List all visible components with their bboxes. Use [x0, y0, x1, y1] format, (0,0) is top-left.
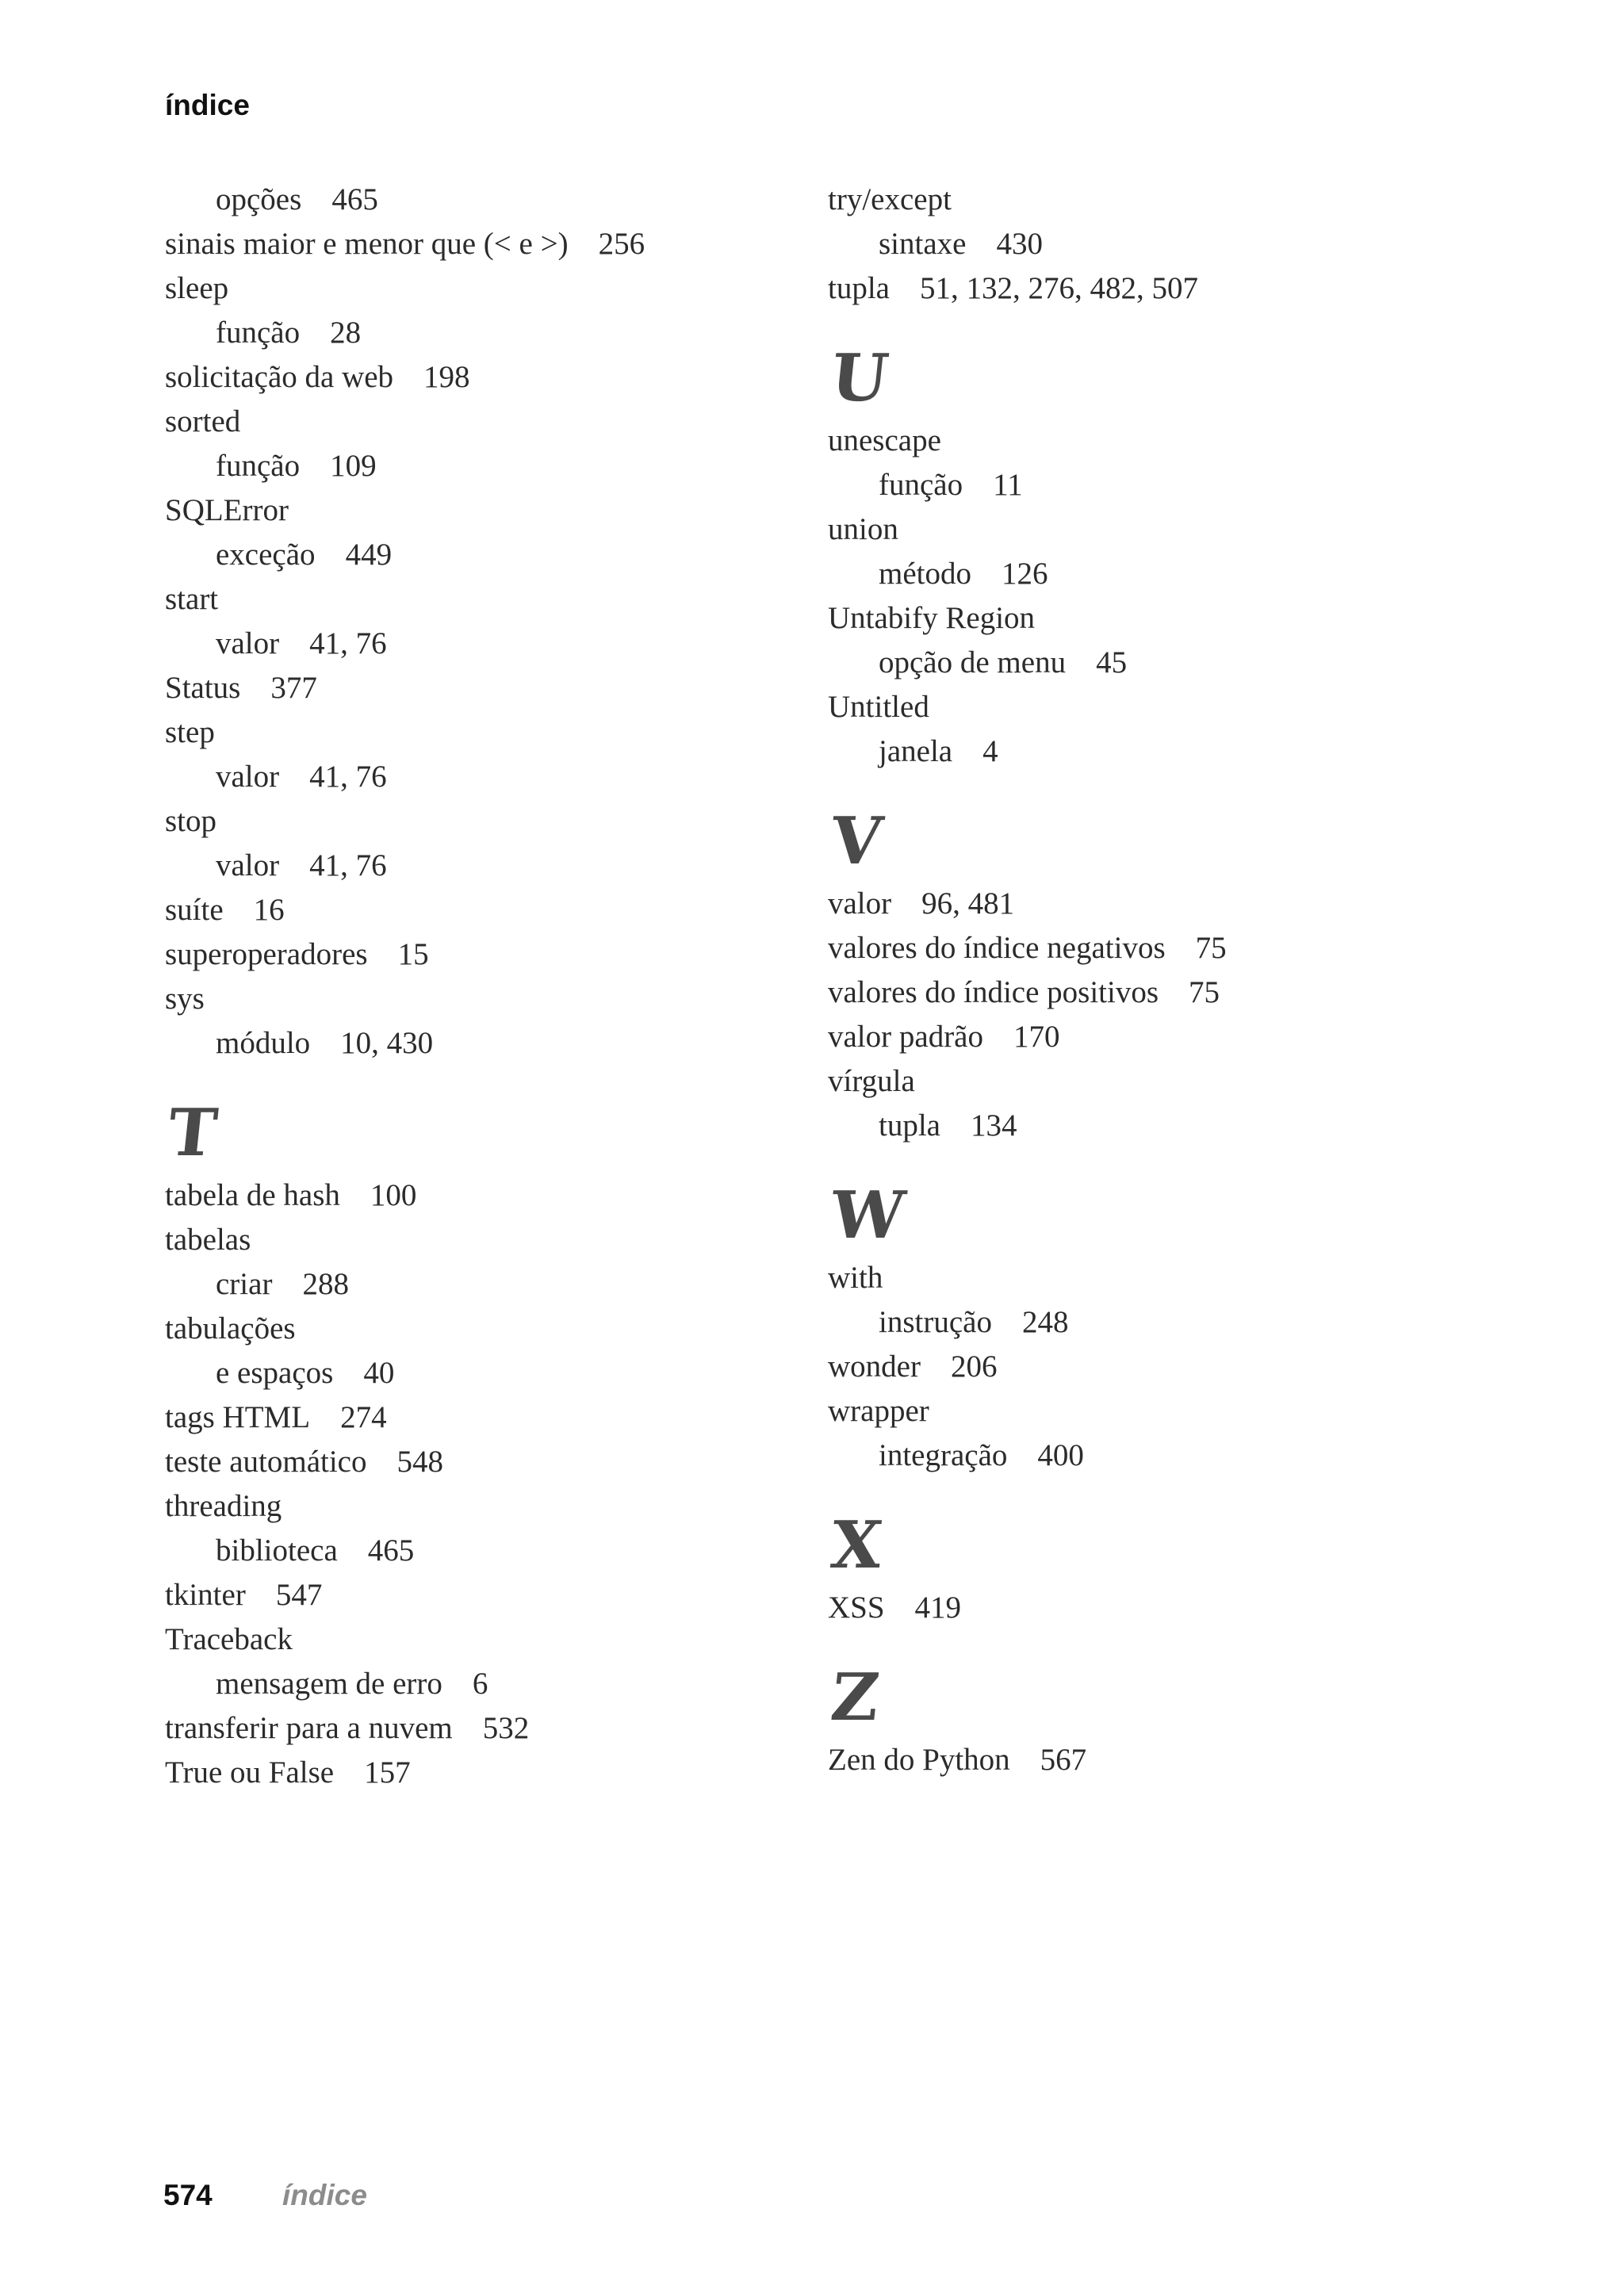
index-subentry	[165, 311, 799, 355]
index-term: tabelas	[165, 1223, 251, 1257]
index-entry	[165, 1573, 799, 1617]
index-term: valor	[216, 626, 280, 660]
index-term: vírgula	[828, 1064, 915, 1098]
index-page-refs: 45	[1096, 645, 1128, 679]
index-term: sys	[165, 982, 205, 1016]
index-entry	[165, 932, 799, 977]
index-term: Zen do Python	[828, 1743, 1010, 1777]
index-page-refs: 547	[275, 1578, 323, 1612]
index-term: with	[828, 1261, 883, 1295]
index-page-refs: 377	[270, 671, 317, 705]
index-entry	[165, 888, 799, 932]
index-term: transferir para a nuvem	[165, 1711, 453, 1745]
index-term: Traceback	[165, 1622, 293, 1656]
index-entry	[165, 355, 799, 400]
index-term: integração	[879, 1438, 1008, 1472]
index-subentry	[828, 1104, 1462, 1148]
index-term: exceção	[216, 538, 316, 572]
index-term: tkinter	[165, 1578, 246, 1612]
index-term: stop	[165, 804, 217, 838]
index-entry	[165, 1751, 799, 1795]
index-entry	[165, 266, 799, 311]
index-term: tabela de hash	[165, 1178, 340, 1212]
index-page-refs: 41, 76	[309, 760, 387, 794]
index-term: Status	[165, 671, 241, 705]
index-term: teste automático	[165, 1445, 367, 1479]
index-entry	[165, 400, 799, 444]
index-subentry	[165, 1351, 799, 1395]
index-term: step	[165, 715, 215, 749]
index-page-refs: 4	[982, 734, 998, 768]
index-section-letter: W	[827, 1177, 909, 1254]
index-entry	[828, 1015, 1462, 1059]
index-subentry	[165, 1529, 799, 1573]
index-page-refs: 96, 481	[921, 886, 1015, 921]
index-term: SQLError	[165, 493, 289, 527]
index-page-refs: 126	[1001, 557, 1048, 591]
index-page-refs: 15	[397, 937, 429, 971]
index-subentry	[165, 444, 799, 488]
index-term: valor padrão	[828, 1020, 983, 1054]
index-entry	[165, 799, 799, 844]
index-page-refs: 248	[1021, 1305, 1069, 1339]
index-page-refs: 206	[950, 1349, 998, 1384]
index-section-letter: V	[827, 803, 886, 879]
index-term: sorted	[165, 404, 241, 438]
index-page-refs: 274	[340, 1400, 387, 1434]
index-entry	[165, 1440, 799, 1484]
index-term: solicitação da web	[165, 360, 394, 394]
index-page-refs: 198	[423, 360, 470, 394]
index-term: tupla	[879, 1108, 940, 1143]
index-page-refs: 75	[1189, 975, 1220, 1009]
index-entry	[165, 1706, 799, 1751]
index-subentry	[165, 1021, 799, 1066]
index-page-refs: 548	[396, 1445, 443, 1479]
index-term: valor	[216, 760, 280, 794]
index-entry	[165, 577, 799, 622]
index-term: opção de menu	[879, 645, 1067, 679]
index-section-letter: T	[164, 1095, 221, 1171]
index-term: valor	[216, 848, 280, 882]
index-term: wrapper	[828, 1394, 929, 1428]
index-subentry	[828, 1434, 1462, 1478]
index-entry	[165, 1395, 799, 1440]
index-section-letter: U	[827, 340, 892, 416]
index-term: função	[216, 449, 301, 483]
index-term: valor	[828, 886, 892, 921]
index-term: superoperadores	[165, 937, 368, 971]
index-term: threading	[165, 1489, 282, 1523]
index-term: tabulações	[165, 1311, 296, 1346]
index-entry	[828, 970, 1462, 1015]
index-entry	[828, 926, 1462, 970]
index-entry	[828, 266, 1462, 311]
index-entry	[828, 1059, 1462, 1104]
index-term: True ou False	[165, 1755, 335, 1790]
index-entry	[828, 507, 1462, 552]
footer-section-title: índice	[282, 2179, 367, 2211]
index-page-refs: 465	[367, 1533, 415, 1568]
index-page-refs: 51, 132, 276, 482, 507	[919, 271, 1198, 305]
index-entry	[828, 882, 1462, 926]
index-term: tags HTML	[165, 1400, 311, 1434]
index-entry	[165, 710, 799, 755]
index-page-refs: 6	[472, 1667, 488, 1701]
page-footer	[163, 2179, 367, 2212]
index-page-refs: 75	[1195, 931, 1227, 965]
index-subentry	[828, 641, 1462, 685]
index-entry	[165, 488, 799, 533]
index-term: sleep	[165, 271, 229, 305]
index-page-refs: 430	[996, 227, 1043, 261]
index-term: instrução	[879, 1305, 992, 1339]
index-subentry	[165, 178, 799, 222]
index-page-refs: 11	[993, 468, 1023, 502]
index-entry	[165, 1307, 799, 1351]
index-page-refs: 170	[1013, 1020, 1060, 1054]
index-subentry	[828, 1300, 1462, 1345]
index-entry	[828, 1345, 1462, 1389]
index-column-right	[828, 178, 1462, 1782]
index-term: módulo	[216, 1026, 311, 1060]
index-term: sintaxe	[879, 227, 967, 261]
index-term: método	[879, 557, 971, 591]
footer-page-number: 574	[163, 2179, 213, 2211]
index-page-refs: 532	[482, 1711, 530, 1745]
index-entry	[165, 1484, 799, 1529]
index-subentry	[165, 844, 799, 888]
index-page-refs: 41, 76	[309, 626, 387, 660]
index-entry	[828, 1586, 1462, 1630]
index-page-refs: 134	[970, 1108, 1017, 1143]
index-page-refs: 465	[331, 182, 378, 216]
index-page-refs: 100	[370, 1178, 417, 1212]
index-term: e espaços	[216, 1356, 334, 1390]
index-entry	[165, 666, 799, 710]
index-subentry	[165, 755, 799, 799]
index-section-letter: Z	[827, 1659, 883, 1736]
index-term: valores do índice positivos	[828, 975, 1159, 1009]
index-page-refs: 16	[253, 893, 285, 927]
index-entry	[165, 1617, 799, 1662]
index-entry	[828, 1389, 1462, 1434]
index-page-refs: 40	[363, 1356, 395, 1390]
index-subentry	[165, 533, 799, 577]
index-page-refs: 10, 430	[340, 1026, 434, 1060]
index-page-refs: 157	[364, 1755, 411, 1790]
index-page-refs: 449	[345, 538, 393, 572]
index-entry	[165, 222, 799, 266]
index-term: start	[165, 582, 219, 616]
index-term: Untitled	[828, 690, 929, 724]
index-term: valores do índice negativos	[828, 931, 1166, 965]
index-section-letter: X	[827, 1507, 886, 1583]
index-term: XSS	[828, 1591, 885, 1625]
index-page-refs: 567	[1040, 1743, 1087, 1777]
index-term: criar	[216, 1267, 273, 1301]
index-term: tupla	[828, 271, 890, 305]
index-term: janela	[879, 734, 953, 768]
index-column-left	[165, 178, 799, 1795]
index-entry	[165, 977, 799, 1021]
index-page-refs: 41, 76	[309, 848, 387, 882]
index-page-refs: 400	[1037, 1438, 1084, 1472]
index-page-refs: 419	[914, 1591, 962, 1625]
page-header-title: índice	[165, 89, 250, 121]
index-term: try/except	[828, 182, 952, 216]
index-term: opções	[216, 182, 302, 216]
index-term: função	[216, 316, 301, 350]
index-subentry	[828, 729, 1462, 774]
index-term: union	[828, 512, 898, 546]
index-entry	[165, 1173, 799, 1218]
index-entry	[828, 419, 1462, 463]
index-page-refs: 109	[330, 449, 377, 483]
index-entry	[828, 596, 1462, 641]
index-term: mensagem de erro	[216, 1667, 442, 1701]
index-entry	[828, 1738, 1462, 1782]
index-page-refs: 256	[598, 227, 645, 261]
index-subentry	[165, 1262, 799, 1307]
index-term: wonder	[828, 1349, 921, 1384]
index-term: unescape	[828, 423, 941, 457]
index-entry	[828, 1256, 1462, 1300]
index-page-refs: 288	[302, 1267, 349, 1301]
index-term: sinais maior e menor que (< e >)	[165, 227, 569, 261]
index-page-refs: 28	[330, 316, 362, 350]
index-entry	[828, 685, 1462, 729]
index-subentry	[165, 1662, 799, 1706]
index-subentry	[165, 622, 799, 666]
index-term: Untabify Region	[828, 601, 1036, 635]
index-term: função	[879, 468, 963, 502]
index-subentry	[828, 552, 1462, 596]
index-subentry	[828, 463, 1462, 507]
index-term: suíte	[165, 893, 224, 927]
index-subentry	[828, 222, 1462, 266]
index-term: biblioteca	[216, 1533, 338, 1568]
index-entry	[828, 178, 1462, 222]
index-entry	[165, 1218, 799, 1262]
